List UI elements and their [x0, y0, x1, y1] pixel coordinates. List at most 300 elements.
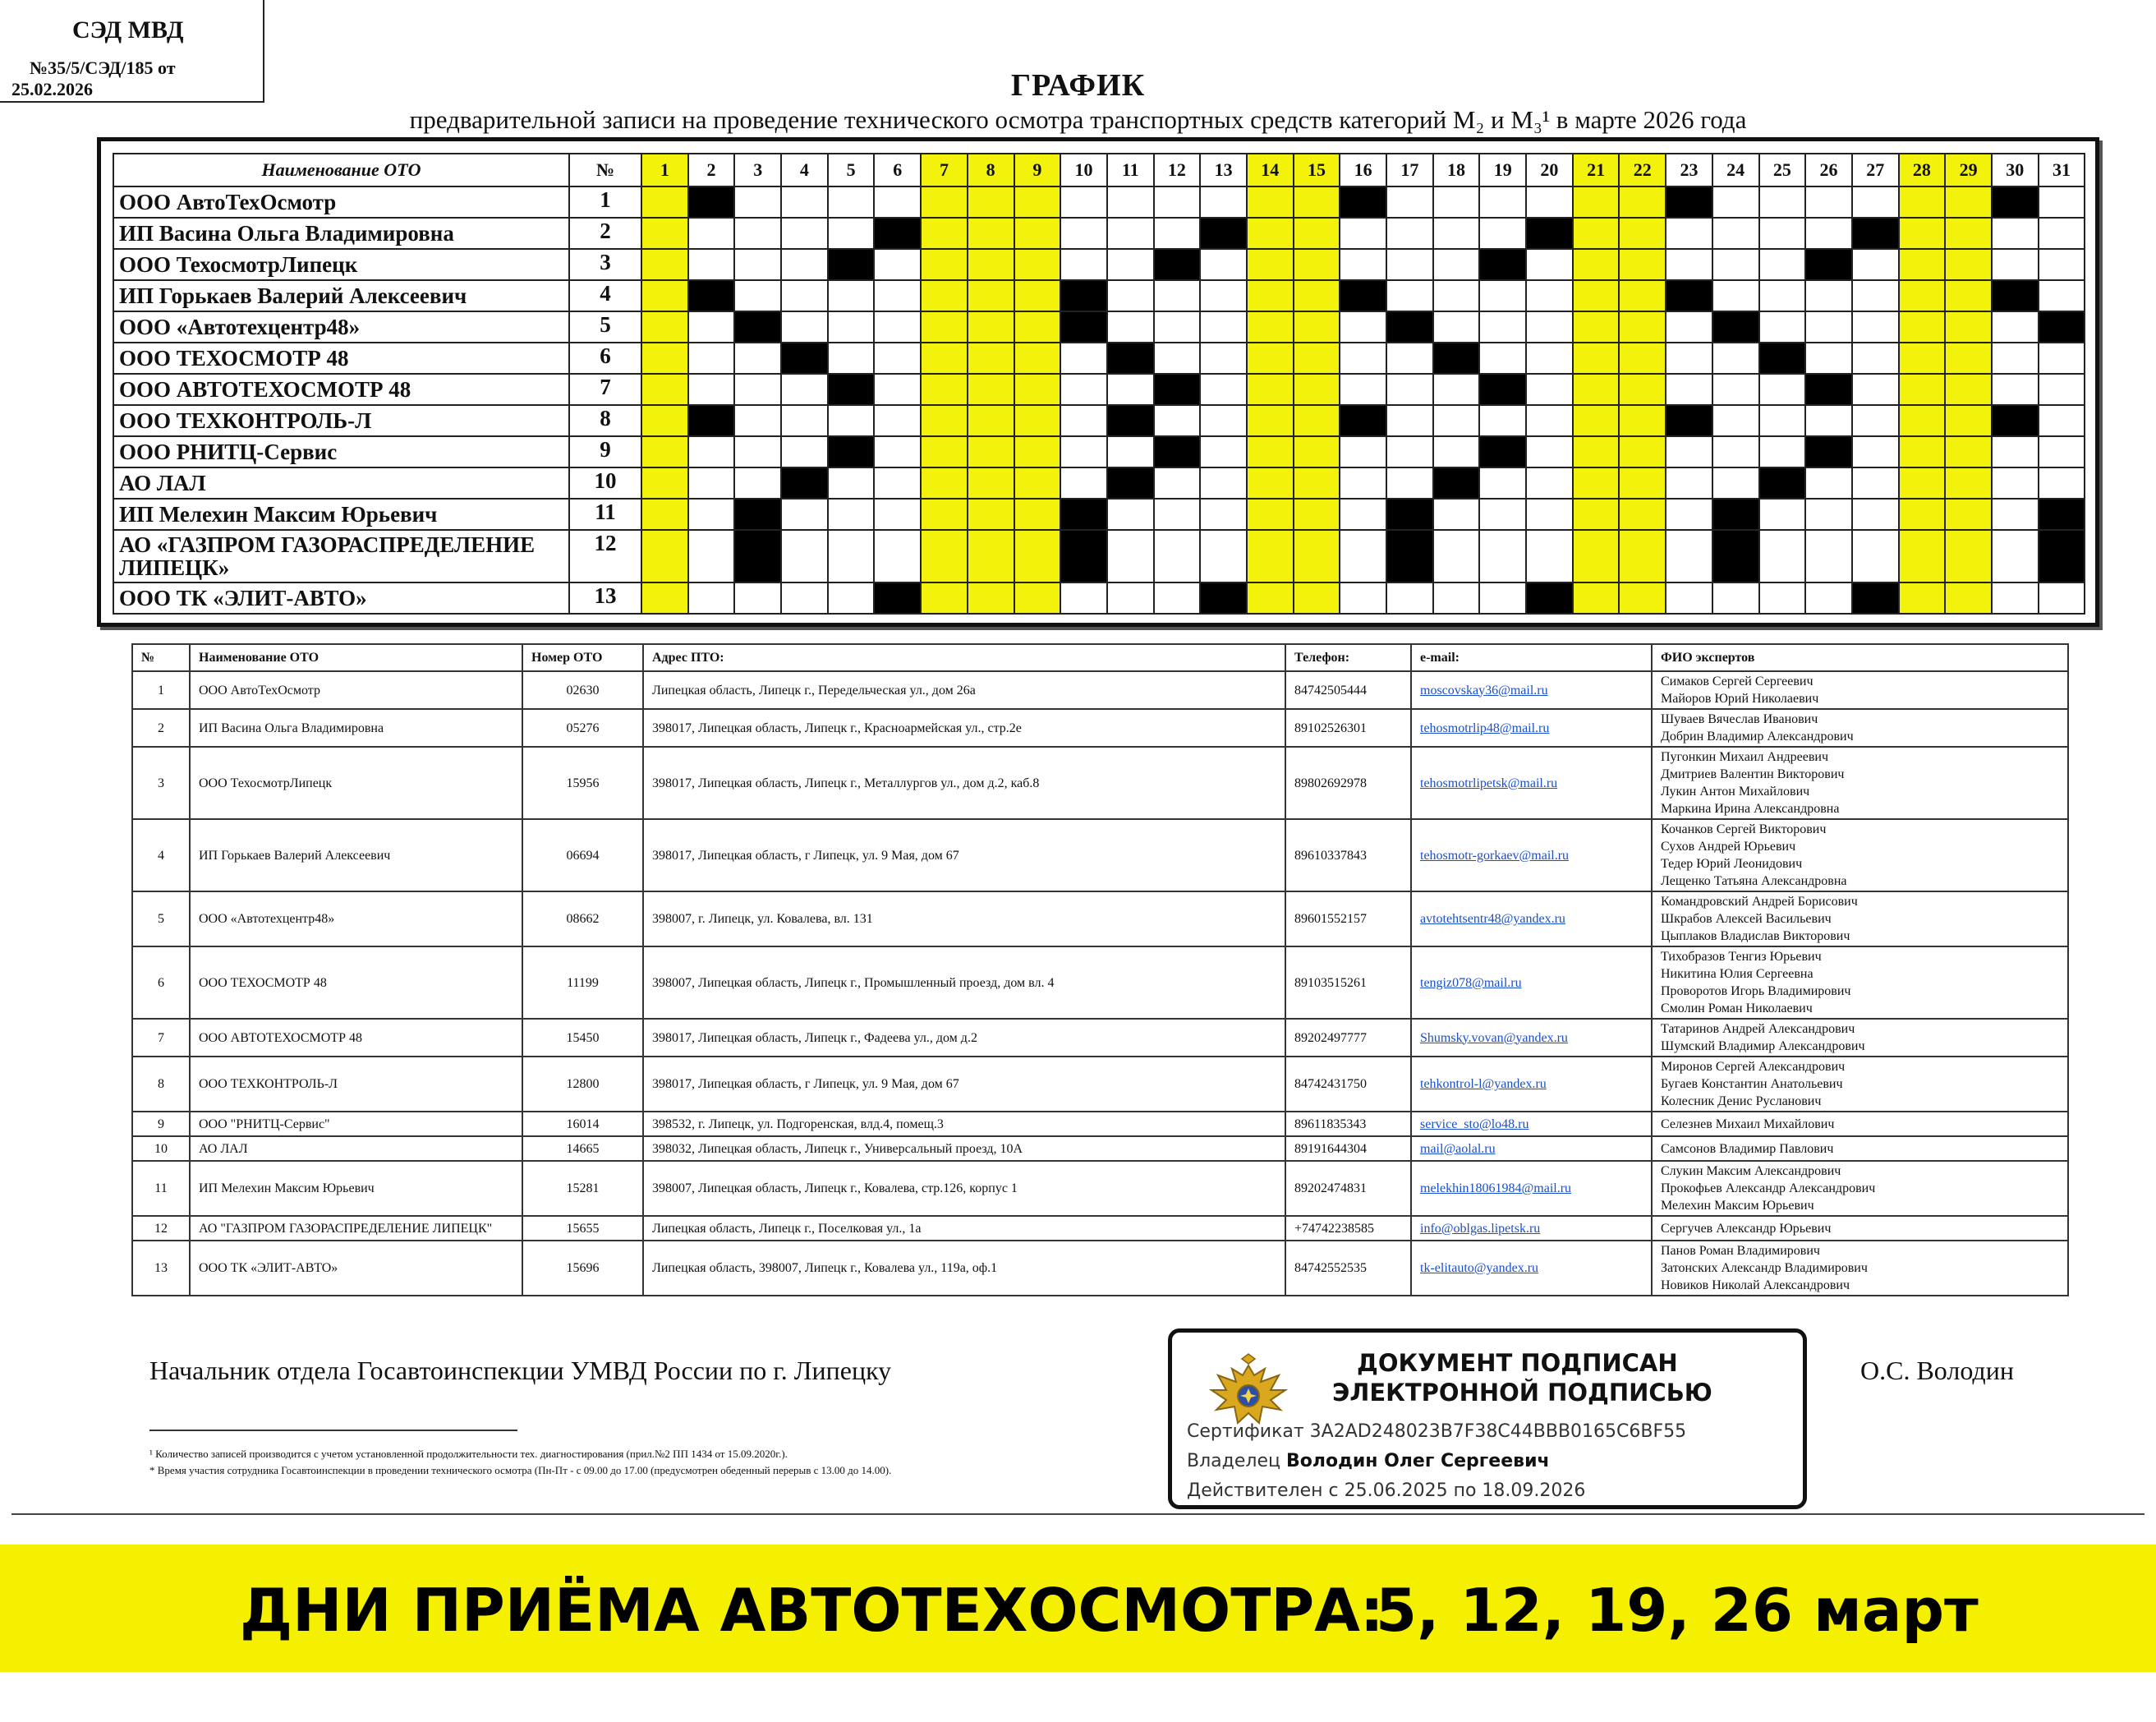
day-cell-free	[1107, 280, 1154, 311]
row-number: 13	[132, 1241, 190, 1296]
email-link[interactable]: service_sto@lo48.ru	[1411, 1112, 1652, 1136]
day-cell-booked	[1386, 530, 1433, 582]
experts-list	[1652, 1019, 2068, 1057]
day-cell-free	[1433, 186, 1480, 218]
day-header-21: 21	[1573, 154, 1620, 186]
day-header-18: 18	[1433, 154, 1480, 186]
pto-address: 398032, Липецкая область, Липецк г., Универсальный проезд, 10А	[643, 1136, 1285, 1161]
phone-number: 84742505444	[1285, 671, 1411, 709]
day-cell-free	[1805, 530, 1852, 582]
signatory-name: О.С. Володин	[1860, 1356, 2014, 1385]
day-cell-closed	[1294, 343, 1340, 374]
expert-name: Тихобразов Тенгиз Юрьевич	[1661, 950, 1822, 964]
day-header-22: 22	[1619, 154, 1666, 186]
day-cell-free	[1526, 499, 1573, 530]
oto-name: ИП Мелехин Максим Юрьевич	[113, 499, 569, 530]
day-cell-closed	[1014, 374, 1061, 405]
day-cell-free	[1852, 186, 1899, 218]
day-cell-free	[1526, 343, 1573, 374]
day-cell-booked	[1805, 374, 1852, 405]
day-cell-booked	[734, 530, 781, 582]
day-cell-closed	[1247, 311, 1294, 343]
day-cell-free	[1386, 343, 1433, 374]
day-cell-closed	[641, 530, 688, 582]
day-cell-booked	[1852, 582, 1899, 614]
day-cell-closed	[1573, 499, 1620, 530]
row-number: 4	[132, 819, 190, 891]
day-cell-closed	[1294, 280, 1340, 311]
phone-number: 89102526301	[1285, 709, 1411, 747]
schedule-grid	[113, 153, 2085, 615]
day-cell-free	[874, 311, 921, 343]
pto-address: Липецкая область, Липецк г., Передельческая ул., дом 26а	[643, 671, 1285, 709]
day-cell-free	[1433, 436, 1480, 467]
day-cell-free	[828, 218, 875, 249]
day-cell-free	[874, 499, 921, 530]
row-number: 9	[132, 1112, 190, 1136]
day-header-27: 27	[1852, 154, 1899, 186]
day-cell-closed	[1294, 311, 1340, 343]
oto-number: 11	[569, 499, 641, 530]
day-cell-free	[688, 436, 735, 467]
day-cell-booked	[1200, 218, 1247, 249]
day-cell-free	[1526, 436, 1573, 467]
row-number: 6	[132, 946, 190, 1019]
email-link[interactable]: mail@aolal.ru	[1411, 1136, 1652, 1161]
day-cell-free	[1666, 374, 1712, 405]
day-cell-closed	[1945, 405, 1992, 436]
email-link[interactable]: info@oblgas.lipetsk.ru	[1411, 1216, 1652, 1241]
day-header-20: 20	[1526, 154, 1573, 186]
schedule-header-row	[113, 154, 2085, 186]
day-cell-closed	[1247, 249, 1294, 280]
electronic-signature-stamp	[1168, 1328, 1807, 1509]
experts-list	[1652, 946, 2068, 1019]
day-cell-free	[1060, 582, 1107, 614]
day-header-31: 31	[2039, 154, 2085, 186]
day-cell-free	[2039, 343, 2085, 374]
day-cell-free	[1712, 582, 1759, 614]
col-email-header: e-mail:	[1411, 644, 1652, 671]
expert-name: Симаков Сергей Сергеевич	[1661, 675, 1814, 688]
day-cell-free	[1479, 467, 1526, 499]
esign-heading-1: ДОКУМЕНТ ПОДПИСАН	[1357, 1349, 1678, 1377]
day-cell-free	[2039, 186, 2085, 218]
expert-name: Сухов Андрей Юрьевич	[1661, 840, 1796, 854]
day-cell-free	[1666, 343, 1712, 374]
day-cell-free	[1340, 436, 1386, 467]
day-cell-free	[781, 249, 828, 280]
oto-code: 11199	[522, 946, 643, 1019]
day-cell-closed	[968, 249, 1014, 280]
day-cell-booked	[1386, 499, 1433, 530]
day-cell-free	[1386, 582, 1433, 614]
day-cell-free	[1852, 467, 1899, 499]
day-cell-booked	[1060, 311, 1107, 343]
banner-days: 5, 12, 19, 26 март	[1376, 1576, 1979, 1645]
pto-address: 398017, Липецкая область, г Липецк, ул. 9 Мая, дом 67	[643, 1057, 1285, 1112]
day-cell-closed	[1619, 311, 1666, 343]
day-cell-free	[1107, 374, 1154, 405]
day-cell-free	[688, 582, 735, 614]
day-cell-booked	[1060, 280, 1107, 311]
day-cell-free	[1479, 280, 1526, 311]
day-cell-free	[1759, 186, 1806, 218]
day-cell-closed	[1573, 280, 1620, 311]
day-cell-booked	[1200, 582, 1247, 614]
expert-name: Лукин Антон Михайлович	[1661, 785, 1810, 799]
day-cell-free	[1386, 186, 1433, 218]
day-cell-free	[1200, 249, 1247, 280]
day-cell-booked	[781, 343, 828, 374]
expert-name: Кочанков Сергей Викторович	[1661, 822, 1827, 836]
day-cell-booked	[2039, 311, 2085, 343]
experts-list	[1652, 1241, 2068, 1296]
day-cell-booked	[1340, 280, 1386, 311]
email-link[interactable]: melekhin18061984@mail.ru	[1411, 1161, 1652, 1216]
day-cell-free	[734, 405, 781, 436]
day-cell-free	[2039, 280, 2085, 311]
day-cell-closed	[1945, 436, 1992, 467]
phone-number: 89103515261	[1285, 946, 1411, 1019]
email-link[interactable]: avtotehtsentr48@yandex.ru	[1411, 891, 1652, 946]
oto-name: АО ЛАЛ	[190, 1136, 522, 1161]
day-cell-free	[1200, 530, 1247, 582]
day-cell-free	[828, 582, 875, 614]
day-cell-closed	[1619, 499, 1666, 530]
day-cell-free	[2039, 582, 2085, 614]
day-cell-free	[1386, 436, 1433, 467]
oto-code: 02630	[522, 671, 643, 709]
day-cell-closed	[1945, 530, 1992, 582]
day-cell-free	[1666, 530, 1712, 582]
day-cell-closed	[1573, 436, 1620, 467]
day-cell-booked	[1992, 186, 2039, 218]
row-number: 11	[132, 1161, 190, 1216]
page-divider	[11, 1513, 2145, 1515]
day-cell-free	[874, 249, 921, 280]
schedule-row	[113, 374, 2085, 405]
info-row	[132, 1216, 2068, 1241]
day-cell-closed	[968, 436, 1014, 467]
day-cell-free	[1340, 530, 1386, 582]
esign-heading-2: ЭЛЕКТРОННОЙ ПОДПИСЬЮ	[1332, 1379, 1712, 1407]
schedule-row	[113, 582, 2085, 614]
day-cell-free	[874, 405, 921, 436]
day-cell-free	[781, 186, 828, 218]
day-cell-free	[781, 530, 828, 582]
row-number: 5	[132, 891, 190, 946]
day-cell-closed	[1945, 218, 1992, 249]
esign-owner-label: Владелец	[1187, 1451, 1280, 1471]
day-cell-free	[1340, 499, 1386, 530]
day-cell-free	[688, 499, 735, 530]
day-cell-free	[2039, 218, 2085, 249]
day-cell-booked	[874, 218, 921, 249]
day-cell-closed	[1247, 374, 1294, 405]
day-cell-free	[1107, 249, 1154, 280]
day-cell-closed	[1899, 374, 1946, 405]
day-cell-free	[1805, 499, 1852, 530]
expert-name: Проворотов Игорь Владимирович	[1661, 984, 1851, 998]
day-cell-closed	[1294, 218, 1340, 249]
day-header-8: 8	[968, 154, 1014, 186]
document-subtitle: предварительной записи на проведение технического осмотра транспортных средств категорий M₂ и M₃¹ в марте 2026 года	[409, 105, 1747, 134]
day-cell-free	[1805, 280, 1852, 311]
day-cell-free	[1992, 343, 2039, 374]
day-cell-free	[734, 280, 781, 311]
day-cell-free	[1386, 280, 1433, 311]
day-cell-closed	[1014, 218, 1061, 249]
day-cell-free	[828, 280, 875, 311]
expert-name: Татаринов Андрей Александрович	[1661, 1022, 1855, 1036]
day-cell-closed	[1619, 343, 1666, 374]
day-cell-booked	[688, 280, 735, 311]
oto-number: 1	[569, 186, 641, 218]
day-cell-free	[1200, 186, 1247, 218]
expert-name: Колесник Денис Русланович	[1661, 1094, 1822, 1108]
day-cell-closed	[641, 218, 688, 249]
day-cell-booked	[1154, 374, 1201, 405]
day-cell-free	[734, 186, 781, 218]
day-cell-free	[781, 499, 828, 530]
day-header-4: 4	[781, 154, 828, 186]
day-cell-free	[1852, 374, 1899, 405]
esign-owner	[1187, 1451, 1550, 1471]
day-cell-booked	[1992, 280, 2039, 311]
footnote-1: ¹ Количество записей производится с учетом установленной продолжительности тех. диагностирования (прил.№2 ПП 1434 от 15.09.2020г.).	[149, 1448, 788, 1460]
day-cell-closed	[1899, 218, 1946, 249]
day-cell-free	[1712, 249, 1759, 280]
day-cell-closed	[921, 311, 968, 343]
day-cell-free	[688, 530, 735, 582]
day-cell-closed	[641, 311, 688, 343]
day-cell-closed	[1573, 343, 1620, 374]
day-cell-closed	[1573, 582, 1620, 614]
day-cell-free	[1154, 311, 1201, 343]
day-cell-closed	[921, 280, 968, 311]
day-cell-free	[1060, 405, 1107, 436]
phone-number: 89610337843	[1285, 819, 1411, 891]
expert-name: Шумский Владимир Александрович	[1661, 1039, 1865, 1053]
day-cell-closed	[1247, 467, 1294, 499]
day-cell-free	[1805, 311, 1852, 343]
row-number: 7	[132, 1019, 190, 1057]
oto-name: ООО АВТОТЕХОСМОТР 48	[113, 374, 569, 405]
day-cell-free	[1200, 436, 1247, 467]
day-cell-booked	[1526, 218, 1573, 249]
day-cell-booked	[1107, 467, 1154, 499]
oto-name: ООО АвтоТехОсмотр	[113, 186, 569, 218]
day-cell-booked	[1759, 343, 1806, 374]
day-header-12: 12	[1154, 154, 1201, 186]
day-cell-free	[1340, 218, 1386, 249]
expert-name: Затонских Александр Владимирович	[1661, 1261, 1868, 1275]
day-cell-closed	[1945, 280, 1992, 311]
oto-name: ООО РНИТЦ-Сервис	[113, 436, 569, 467]
day-cell-free	[828, 186, 875, 218]
schedule-row	[113, 218, 2085, 249]
expert-name: Бугаев Константин Анатольевич	[1661, 1077, 1843, 1091]
day-cell-booked	[734, 311, 781, 343]
day-cell-closed	[1014, 186, 1061, 218]
oto-number: 13	[569, 582, 641, 614]
oto-code: 05276	[522, 709, 643, 747]
day-cell-free	[688, 311, 735, 343]
day-cell-free	[1479, 218, 1526, 249]
schedule-row	[113, 467, 2085, 499]
email-link[interactable]: tehosmotrlip48@mail.ru	[1411, 709, 1652, 747]
experts-list	[1652, 1161, 2068, 1216]
email-link[interactable]: tehkontrol-l@yandex.ru	[1411, 1057, 1652, 1112]
day-cell-free	[1852, 280, 1899, 311]
day-cell-free	[1712, 343, 1759, 374]
day-cell-booked	[828, 374, 875, 405]
document-title: ГРАФИК	[1010, 68, 1146, 103]
expert-name: Панов Роман Владимирович	[1661, 1244, 1820, 1258]
day-cell-free	[1805, 343, 1852, 374]
day-cell-closed	[968, 343, 1014, 374]
day-cell-free	[1759, 311, 1806, 343]
day-cell-booked	[1666, 280, 1712, 311]
day-cell-free	[874, 343, 921, 374]
day-cell-free	[688, 249, 735, 280]
day-cell-free	[1992, 374, 2039, 405]
day-cell-free	[1805, 218, 1852, 249]
oto-name: ООО «Автотехцентр48»	[113, 311, 569, 343]
day-cell-closed	[641, 280, 688, 311]
day-cell-closed	[1619, 218, 1666, 249]
pto-address: 398007, Липецкая область, Липецк г., Промышленный проезд, дом вл. 4	[643, 946, 1285, 1019]
day-cell-closed	[1573, 186, 1620, 218]
footnote-2: * Время участия сотрудника Госавтоинспекции в проведении технического осмотра (Пн-Пт - с 09.00 до 17.00 (предусмотрен обеденный перерыв с 13.00 до 14.00).	[149, 1464, 892, 1476]
day-cell-closed	[968, 374, 1014, 405]
col-number-header: №	[132, 644, 190, 671]
day-header-28: 28	[1899, 154, 1946, 186]
day-cell-free	[1992, 467, 2039, 499]
expert-name: Цыплаков Владислав Викторович	[1661, 929, 1850, 943]
day-header-23: 23	[1666, 154, 1712, 186]
oto-code: 12800	[522, 1057, 643, 1112]
info-row	[132, 1241, 2068, 1296]
oto-name: ООО ТЕХОСМОТР 48	[113, 343, 569, 374]
day-cell-free	[1386, 405, 1433, 436]
schedule-row	[113, 530, 2085, 582]
day-cell-booked	[2039, 530, 2085, 582]
email-link[interactable]: tehosmotr-gorkaev@mail.ru	[1411, 819, 1652, 891]
day-cell-closed	[1247, 499, 1294, 530]
day-cell-free	[1992, 530, 2039, 582]
schedule-row	[113, 311, 2085, 343]
day-cell-free	[874, 374, 921, 405]
day-cell-booked	[781, 467, 828, 499]
expert-name: Новиков Николай Александрович	[1661, 1278, 1850, 1292]
pto-address: 398532, г. Липецк, ул. Подгоренская, влд.4, помещ.3	[643, 1112, 1285, 1136]
day-cell-free	[1992, 311, 2039, 343]
day-cell-free	[1759, 374, 1806, 405]
day-cell-free	[1200, 499, 1247, 530]
day-cell-free	[1479, 186, 1526, 218]
expert-name: Никитина Юлия Сергеевна	[1661, 967, 1814, 981]
esign-owner-value: Володин Олег Сергеевич	[1285, 1451, 1550, 1471]
email-link[interactable]: tengiz078@mail.ru	[1411, 946, 1652, 1019]
esign-cert-value: 3A2AD248023B7F38C44BBB0165C6BF55	[1309, 1421, 1687, 1442]
day-cell-free	[1526, 467, 1573, 499]
day-cell-free	[1852, 499, 1899, 530]
day-cell-closed	[1899, 499, 1946, 530]
info-row	[132, 891, 2068, 946]
day-header-9: 9	[1014, 154, 1061, 186]
day-cell-free	[1107, 218, 1154, 249]
oto-code: 14665	[522, 1136, 643, 1161]
day-cell-free	[1340, 374, 1386, 405]
day-cell-free	[828, 405, 875, 436]
day-cell-free	[1154, 499, 1201, 530]
day-cell-closed	[921, 436, 968, 467]
day-cell-free	[1992, 436, 2039, 467]
oto-number: 6	[569, 343, 641, 374]
day-cell-closed	[968, 405, 1014, 436]
day-cell-free	[1805, 582, 1852, 614]
email-link[interactable]: Shumsky.vovan@yandex.ru	[1411, 1019, 1652, 1057]
day-cell-closed	[1899, 436, 1946, 467]
email-link[interactable]: moscovskay36@mail.ru	[1411, 671, 1652, 709]
oto-code: 06694	[522, 819, 643, 891]
day-cell-free	[688, 343, 735, 374]
day-cell-free	[1154, 405, 1201, 436]
day-cell-closed	[1899, 249, 1946, 280]
day-cell-free	[1433, 405, 1480, 436]
day-cell-free	[1526, 249, 1573, 280]
expert-name: Пугонкин Михаил Андреевич	[1661, 750, 1829, 764]
stamp-number: №35/5/СЭД/185 от	[30, 58, 176, 78]
day-cell-free	[2039, 374, 2085, 405]
day-cell-free	[1992, 582, 2039, 614]
day-cell-free	[1107, 582, 1154, 614]
oto-number: 7	[569, 374, 641, 405]
day-cell-free	[1805, 186, 1852, 218]
stamp-system: СЭД МВД	[72, 16, 184, 44]
schedule-row	[113, 405, 2085, 436]
day-header-13: 13	[1200, 154, 1247, 186]
phone-number: 84742552535	[1285, 1241, 1411, 1296]
email-link[interactable]: tk-elitauto@yandex.ru	[1411, 1241, 1652, 1296]
day-cell-free	[1200, 374, 1247, 405]
expert-name: Смолин Роман Николаевич	[1661, 1001, 1813, 1015]
schedule-row	[113, 186, 2085, 218]
day-cell-closed	[1899, 186, 1946, 218]
day-cell-free	[1433, 499, 1480, 530]
day-cell-closed	[1899, 280, 1946, 311]
reception-days-banner	[0, 1545, 2156, 1672]
oto-number: 8	[569, 405, 641, 436]
experts-list	[1652, 709, 2068, 747]
day-cell-free	[781, 582, 828, 614]
day-cell-free	[828, 530, 875, 582]
day-cell-closed	[1945, 467, 1992, 499]
day-cell-booked	[1060, 530, 1107, 582]
oto-name: ООО ТехосмотрЛипецк	[113, 249, 569, 280]
day-cell-closed	[1619, 530, 1666, 582]
day-cell-free	[1666, 467, 1712, 499]
day-cell-booked	[1340, 405, 1386, 436]
email-link[interactable]: tehosmotrlipetsk@mail.ru	[1411, 747, 1652, 819]
day-cell-free	[1712, 280, 1759, 311]
col-phone-header: Телефон:	[1285, 644, 1411, 671]
day-cell-free	[688, 374, 735, 405]
day-cell-closed	[1899, 343, 1946, 374]
day-cell-closed	[641, 374, 688, 405]
